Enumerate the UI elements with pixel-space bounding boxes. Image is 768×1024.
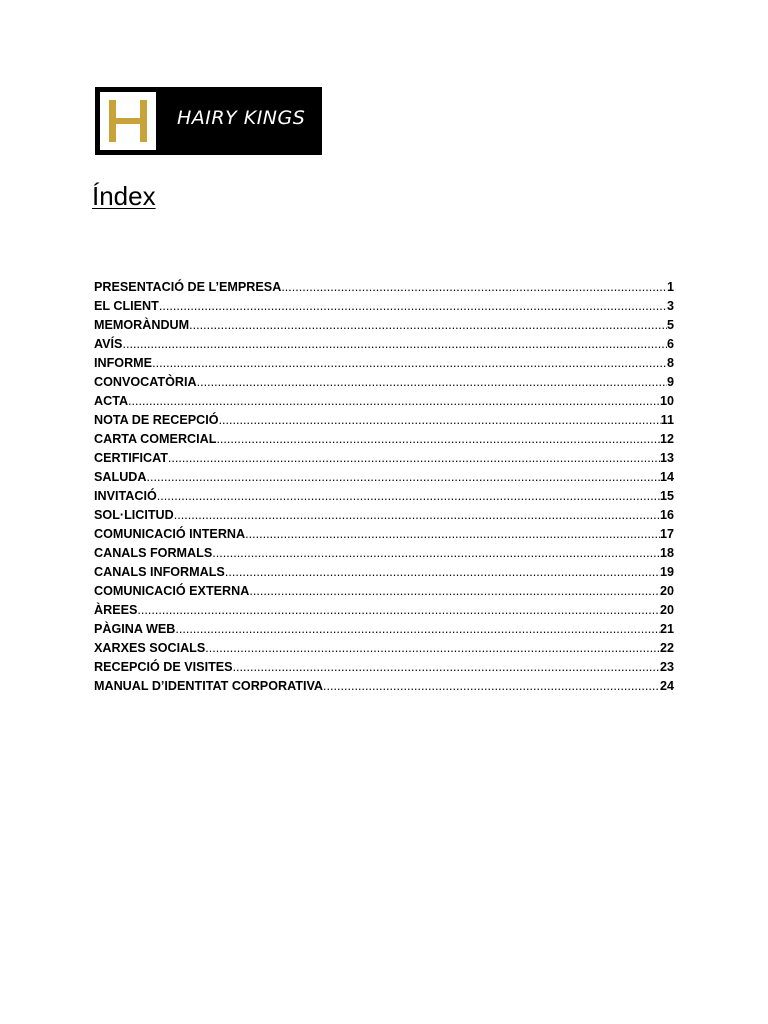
toc-entry-label: CANALS INFORMALS (94, 565, 225, 579)
toc-entry-label: CONVOCATÒRIA (94, 375, 197, 389)
toc-dot-leader (219, 413, 661, 427)
toc-entry-page-number: 6 (666, 337, 674, 351)
toc-entry-label: INVITACIÓ (94, 489, 157, 503)
toc-entry-page-number: 18 (659, 546, 674, 560)
toc-entry[interactable] (94, 584, 674, 603)
toc-entry-label: MEMORÀNDUM (94, 318, 190, 332)
toc-entry-page-number: 19 (659, 565, 674, 579)
toc-entry[interactable] (94, 299, 674, 318)
toc-entry-label: COMUNICACIÓ EXTERNA (94, 584, 250, 598)
toc-entry[interactable] (94, 318, 674, 337)
toc-entry[interactable] (94, 451, 674, 470)
toc-entry-page-number: 13 (659, 451, 674, 465)
toc-entry-label: SOL·LICITUD (94, 508, 174, 522)
toc-dot-leader (245, 527, 660, 541)
toc-entry[interactable] (94, 413, 674, 432)
toc-dot-leader (137, 603, 660, 617)
toc-dot-leader (122, 337, 667, 351)
toc-dot-leader (281, 280, 667, 294)
toc-dot-leader (128, 394, 660, 408)
toc-entry[interactable] (94, 489, 674, 508)
toc-entry[interactable] (94, 432, 674, 451)
table-of-contents (94, 280, 674, 698)
toc-entry-page-number: 22 (659, 641, 674, 655)
toc-entry-label: CERTIFICAT (94, 451, 168, 465)
toc-dot-leader (205, 641, 660, 655)
toc-entry[interactable] (94, 546, 674, 565)
toc-entry-page-number: 14 (659, 470, 674, 484)
toc-entry-page-number: 20 (659, 584, 674, 598)
toc-entry-label: PÀGINA WEB (94, 622, 176, 636)
toc-entry-label: MANUAL D’IDENTITAT CORPORATIVA (94, 679, 324, 693)
toc-dot-leader (197, 375, 667, 389)
toc-dot-leader (216, 432, 660, 446)
toc-entry[interactable] (94, 470, 674, 489)
toc-dot-leader (152, 356, 667, 370)
toc-entry[interactable] (94, 679, 674, 698)
toc-entry-page-number: 24 (659, 679, 674, 693)
toc-entry-label: ACTA (94, 394, 129, 408)
toc-entry-label: XARXES SOCIALS (94, 641, 206, 655)
logo-text: HAIRY KINGS (177, 107, 306, 129)
h-letter-logo-icon (100, 92, 156, 150)
toc-dot-leader (225, 565, 660, 579)
toc-dot-leader (157, 489, 660, 503)
toc-entry-label: AVÍS (94, 337, 123, 351)
toc-dot-leader (323, 679, 660, 693)
toc-entry-page-number: 16 (659, 508, 674, 522)
toc-entry-label: RECEPCIÓ DE VISITES (94, 660, 233, 674)
toc-entry-page-number: 9 (666, 375, 674, 389)
toc-entry-label: CANALS FORMALS (94, 546, 213, 560)
toc-dot-leader (175, 622, 660, 636)
toc-entry-page-number: 11 (660, 413, 674, 427)
toc-entry[interactable] (94, 527, 674, 546)
toc-entry-page-number: 8 (666, 356, 674, 370)
toc-dot-leader (233, 660, 660, 674)
toc-entry-page-number: 5 (666, 318, 674, 332)
toc-entry-label: COMUNICACIÓ INTERNA (94, 527, 246, 541)
toc-entry[interactable] (94, 280, 674, 299)
toc-entry[interactable] (94, 565, 674, 584)
toc-entry-page-number: 20 (659, 603, 674, 617)
toc-entry-page-number: 1 (666, 280, 674, 294)
toc-entry-page-number: 10 (659, 394, 674, 408)
toc-entry[interactable] (94, 622, 674, 641)
toc-dot-leader (146, 470, 660, 484)
company-logo (95, 87, 322, 155)
toc-dot-leader (168, 451, 660, 465)
toc-entry[interactable] (94, 603, 674, 622)
toc-dot-leader (189, 318, 667, 332)
toc-entry[interactable] (94, 660, 674, 679)
toc-dot-leader (249, 584, 660, 598)
toc-entry-page-number: 17 (659, 527, 674, 541)
toc-entry[interactable] (94, 641, 674, 660)
toc-entry[interactable] (94, 337, 674, 356)
toc-entry[interactable] (94, 356, 674, 375)
toc-entry-page-number: 23 (659, 660, 674, 674)
toc-entry-label: EL CLIENT (94, 299, 159, 313)
toc-entry-label: CARTA COMERCIAL (94, 432, 217, 446)
toc-entry-label: PRESENTACIÓ DE L’EMPRESA (94, 280, 282, 294)
toc-entry[interactable] (94, 394, 674, 413)
toc-entry-page-number: 21 (659, 622, 674, 636)
toc-entry-page-number: 12 (659, 432, 674, 446)
toc-entry-page-number: 15 (659, 489, 674, 503)
toc-entry-label: SALUDA (94, 470, 147, 484)
toc-entry-label: NOTA DE RECEPCIÓ (94, 413, 219, 427)
toc-entry-label: INFORME (94, 356, 153, 370)
toc-entry-page-number: 3 (666, 299, 674, 313)
toc-entry-label: ÀREES (94, 603, 138, 617)
toc-entry[interactable] (94, 508, 674, 527)
toc-entry[interactable] (94, 375, 674, 394)
toc-dot-leader (212, 546, 660, 560)
page-title: Índex (92, 181, 156, 211)
toc-dot-leader (174, 508, 660, 522)
toc-dot-leader (159, 299, 667, 313)
